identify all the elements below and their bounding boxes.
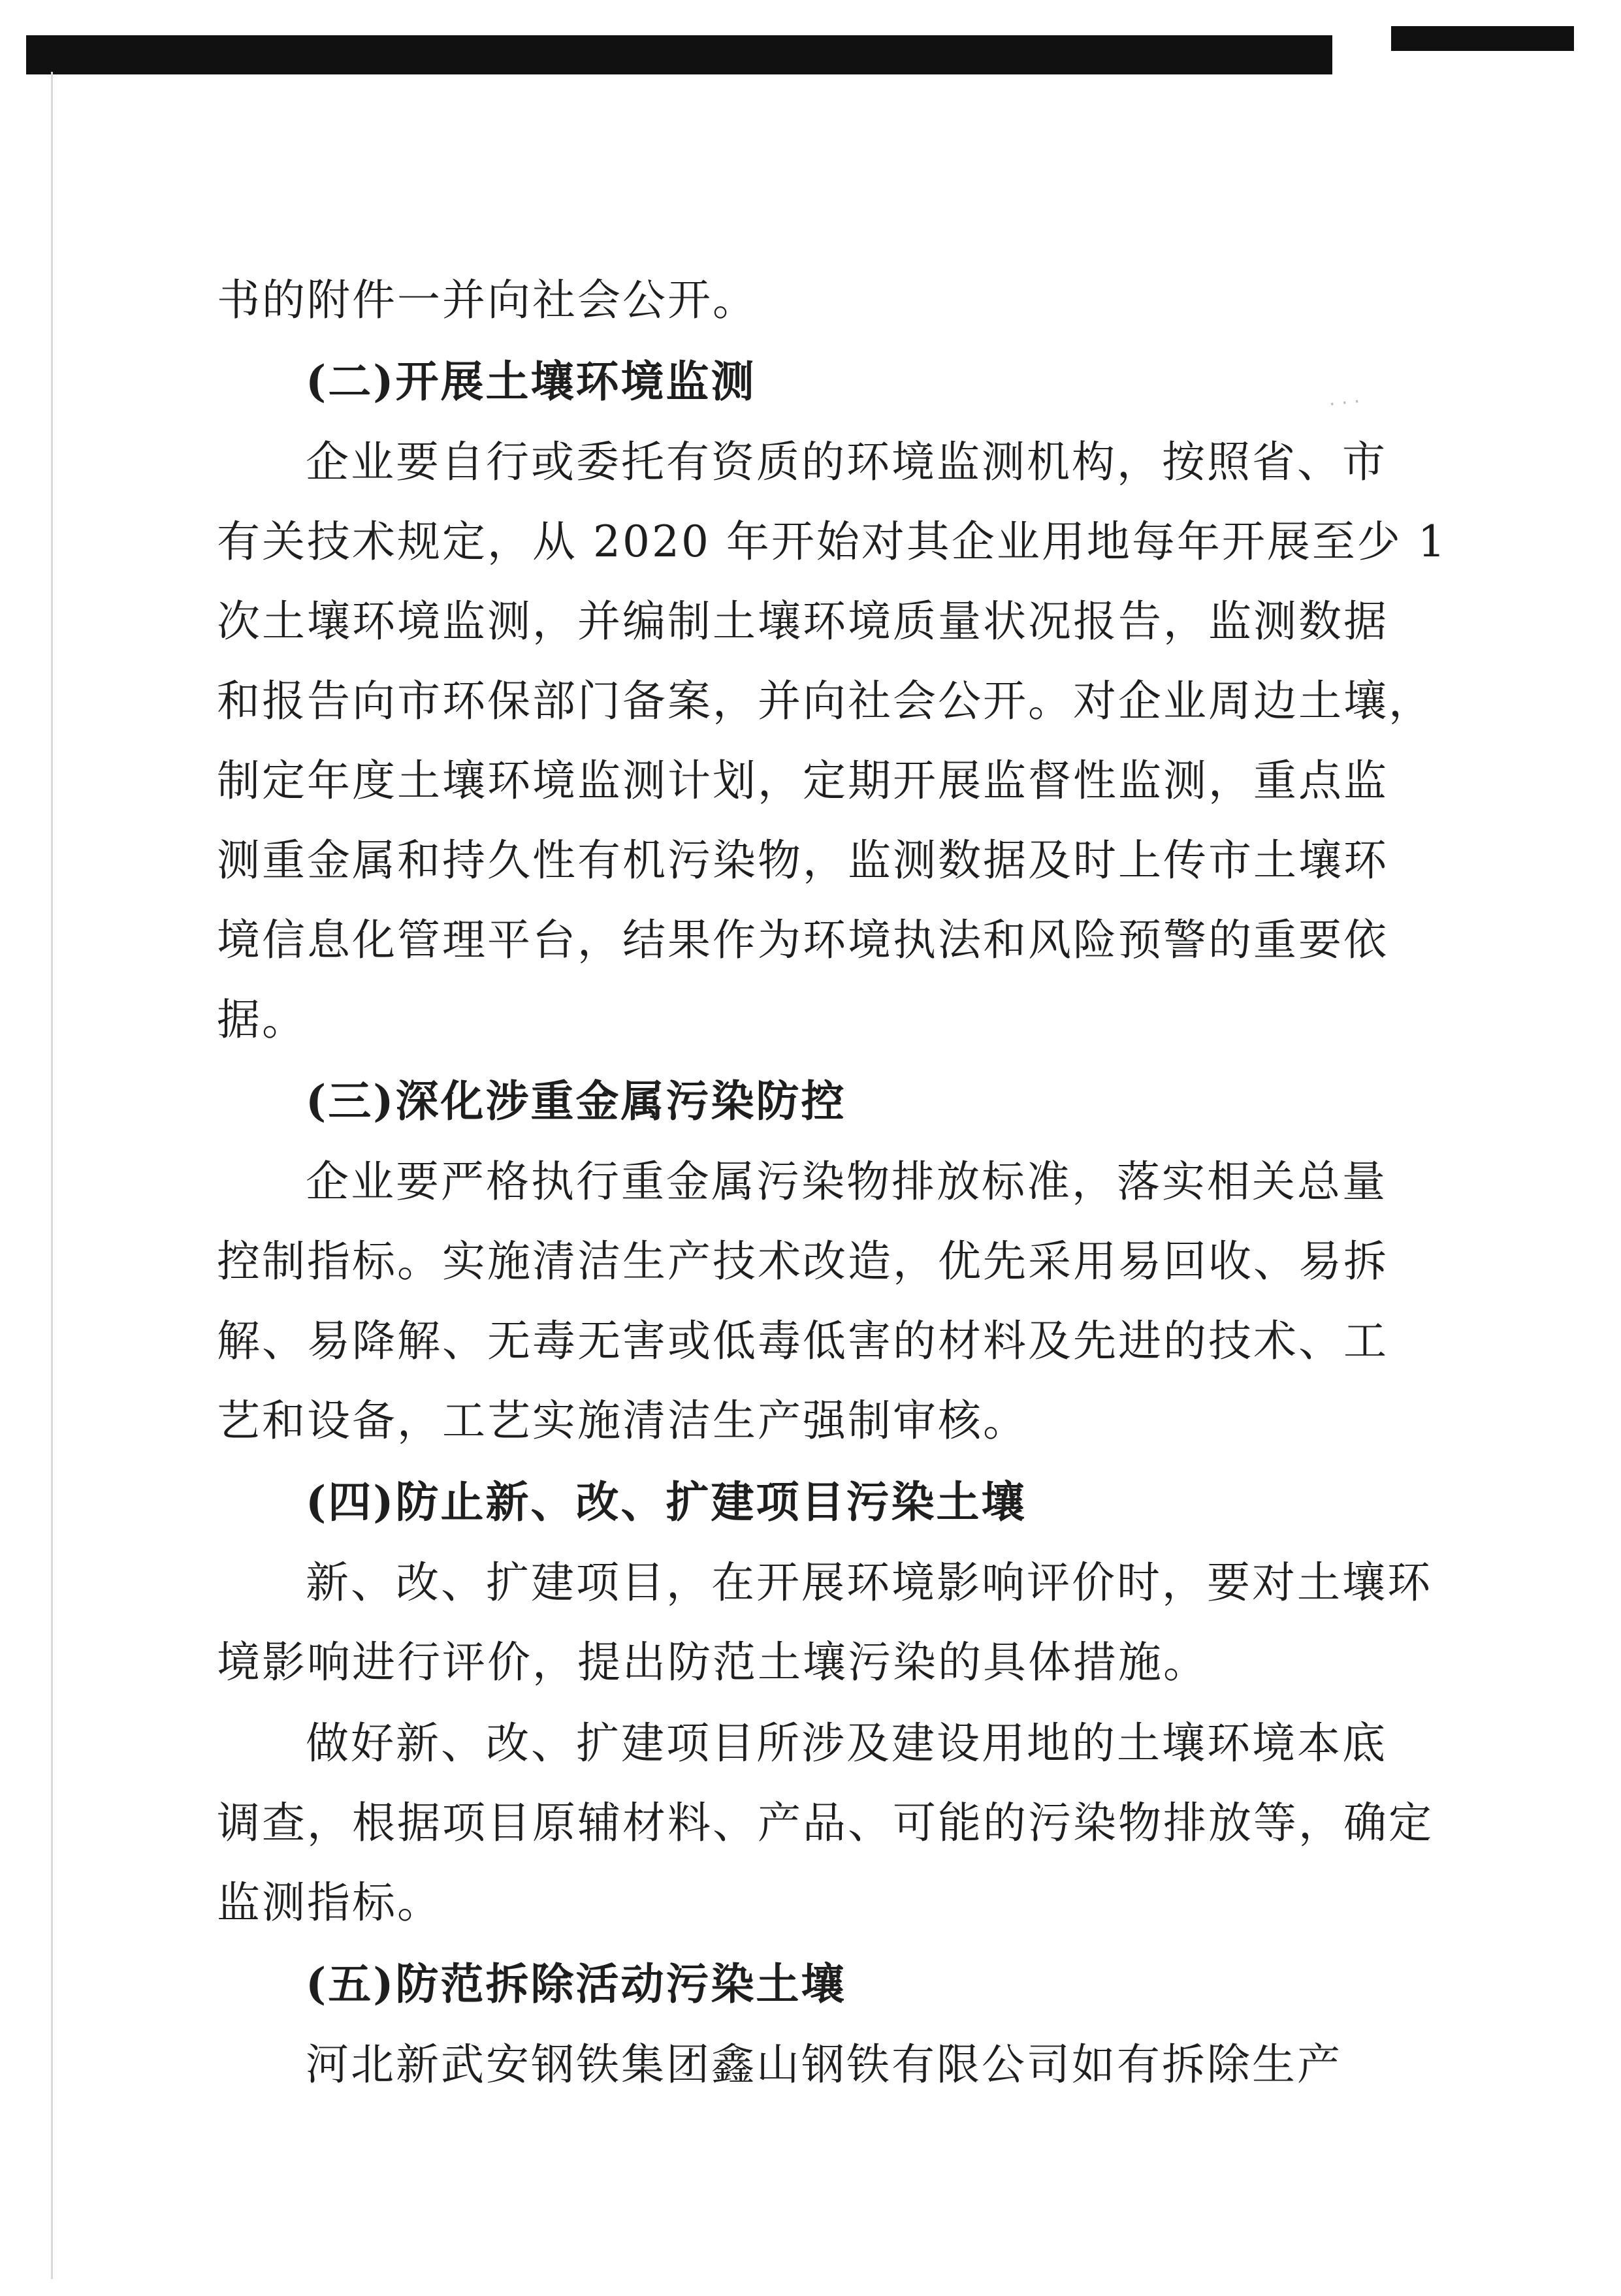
body-line: 解、易降解、无毒无害或低毒低害的材料及先进的技术、工 — [217, 1316, 1388, 1366]
body-line: 控制指标。实施清洁生产技术改造，优先采用易回收、易拆 — [217, 1236, 1388, 1286]
body-line: 调查，根据项目原辅材料、产品、可能的污染物排放等，确定 — [217, 1798, 1434, 1848]
body-line: 河北新武安钢铁集团鑫山钢铁有限公司如有拆除生产 — [306, 2039, 1342, 2090]
section-heading: (三)深化涉重金属污染防控 — [306, 1076, 846, 1126]
body-line: 企业要自行或委托有资质的环境监测机构，按照省、市 — [306, 437, 1387, 487]
body-line: 境信息化管理平台，结果作为环境执法和风险预警的重要依 — [217, 915, 1388, 965]
body-line: 书的附件一并向社会公开。 — [217, 275, 758, 325]
body-line: 做好新、改、扩建项目所涉及建设用地的土壤环境本底 — [306, 1718, 1387, 1768]
body-line: 次土壤环境监测，并编制土壤环境质量状况报告，监测数据 — [217, 596, 1388, 646]
body-line: 新、改、扩建项目，在开展环境影响评价时，要对土壤环 — [306, 1557, 1432, 1608]
body-line: 和报告向市环保部门备案，并向社会公开。对企业周边土壤， — [217, 676, 1434, 726]
body-line: 据。 — [217, 995, 307, 1045]
section-heading: (二)开展土壤环境监测 — [306, 356, 756, 407]
faint-scan-mark: · · · — [1328, 390, 1362, 417]
body-line: 有关技术规定，从 2020 年开始对其企业用地每年开展至少 1 — [217, 517, 1447, 567]
body-line: 测重金属和持久性有机污染物，监测数据及时上传市土壤环 — [217, 835, 1388, 885]
body-line: 艺和设备，工艺实施清洁生产强制审核。 — [217, 1395, 1028, 1446]
body-line: 企业要严格执行重金属污染物排放标准，落实相关总量 — [306, 1156, 1387, 1207]
section-heading: (五)防范拆除活动污染土壤 — [306, 1958, 846, 2009]
body-line: 监测指标。 — [217, 1877, 442, 1928]
body-line: 境影响进行评价，提出防范土壤污染的具体措施。 — [217, 1637, 1208, 1687]
body-line: 制定年度土壤环境监测计划，定期开展监督性监测，重点监 — [217, 756, 1388, 806]
section-heading: (四)防止新、改、扩建项目污染土壤 — [306, 1476, 1027, 1527]
